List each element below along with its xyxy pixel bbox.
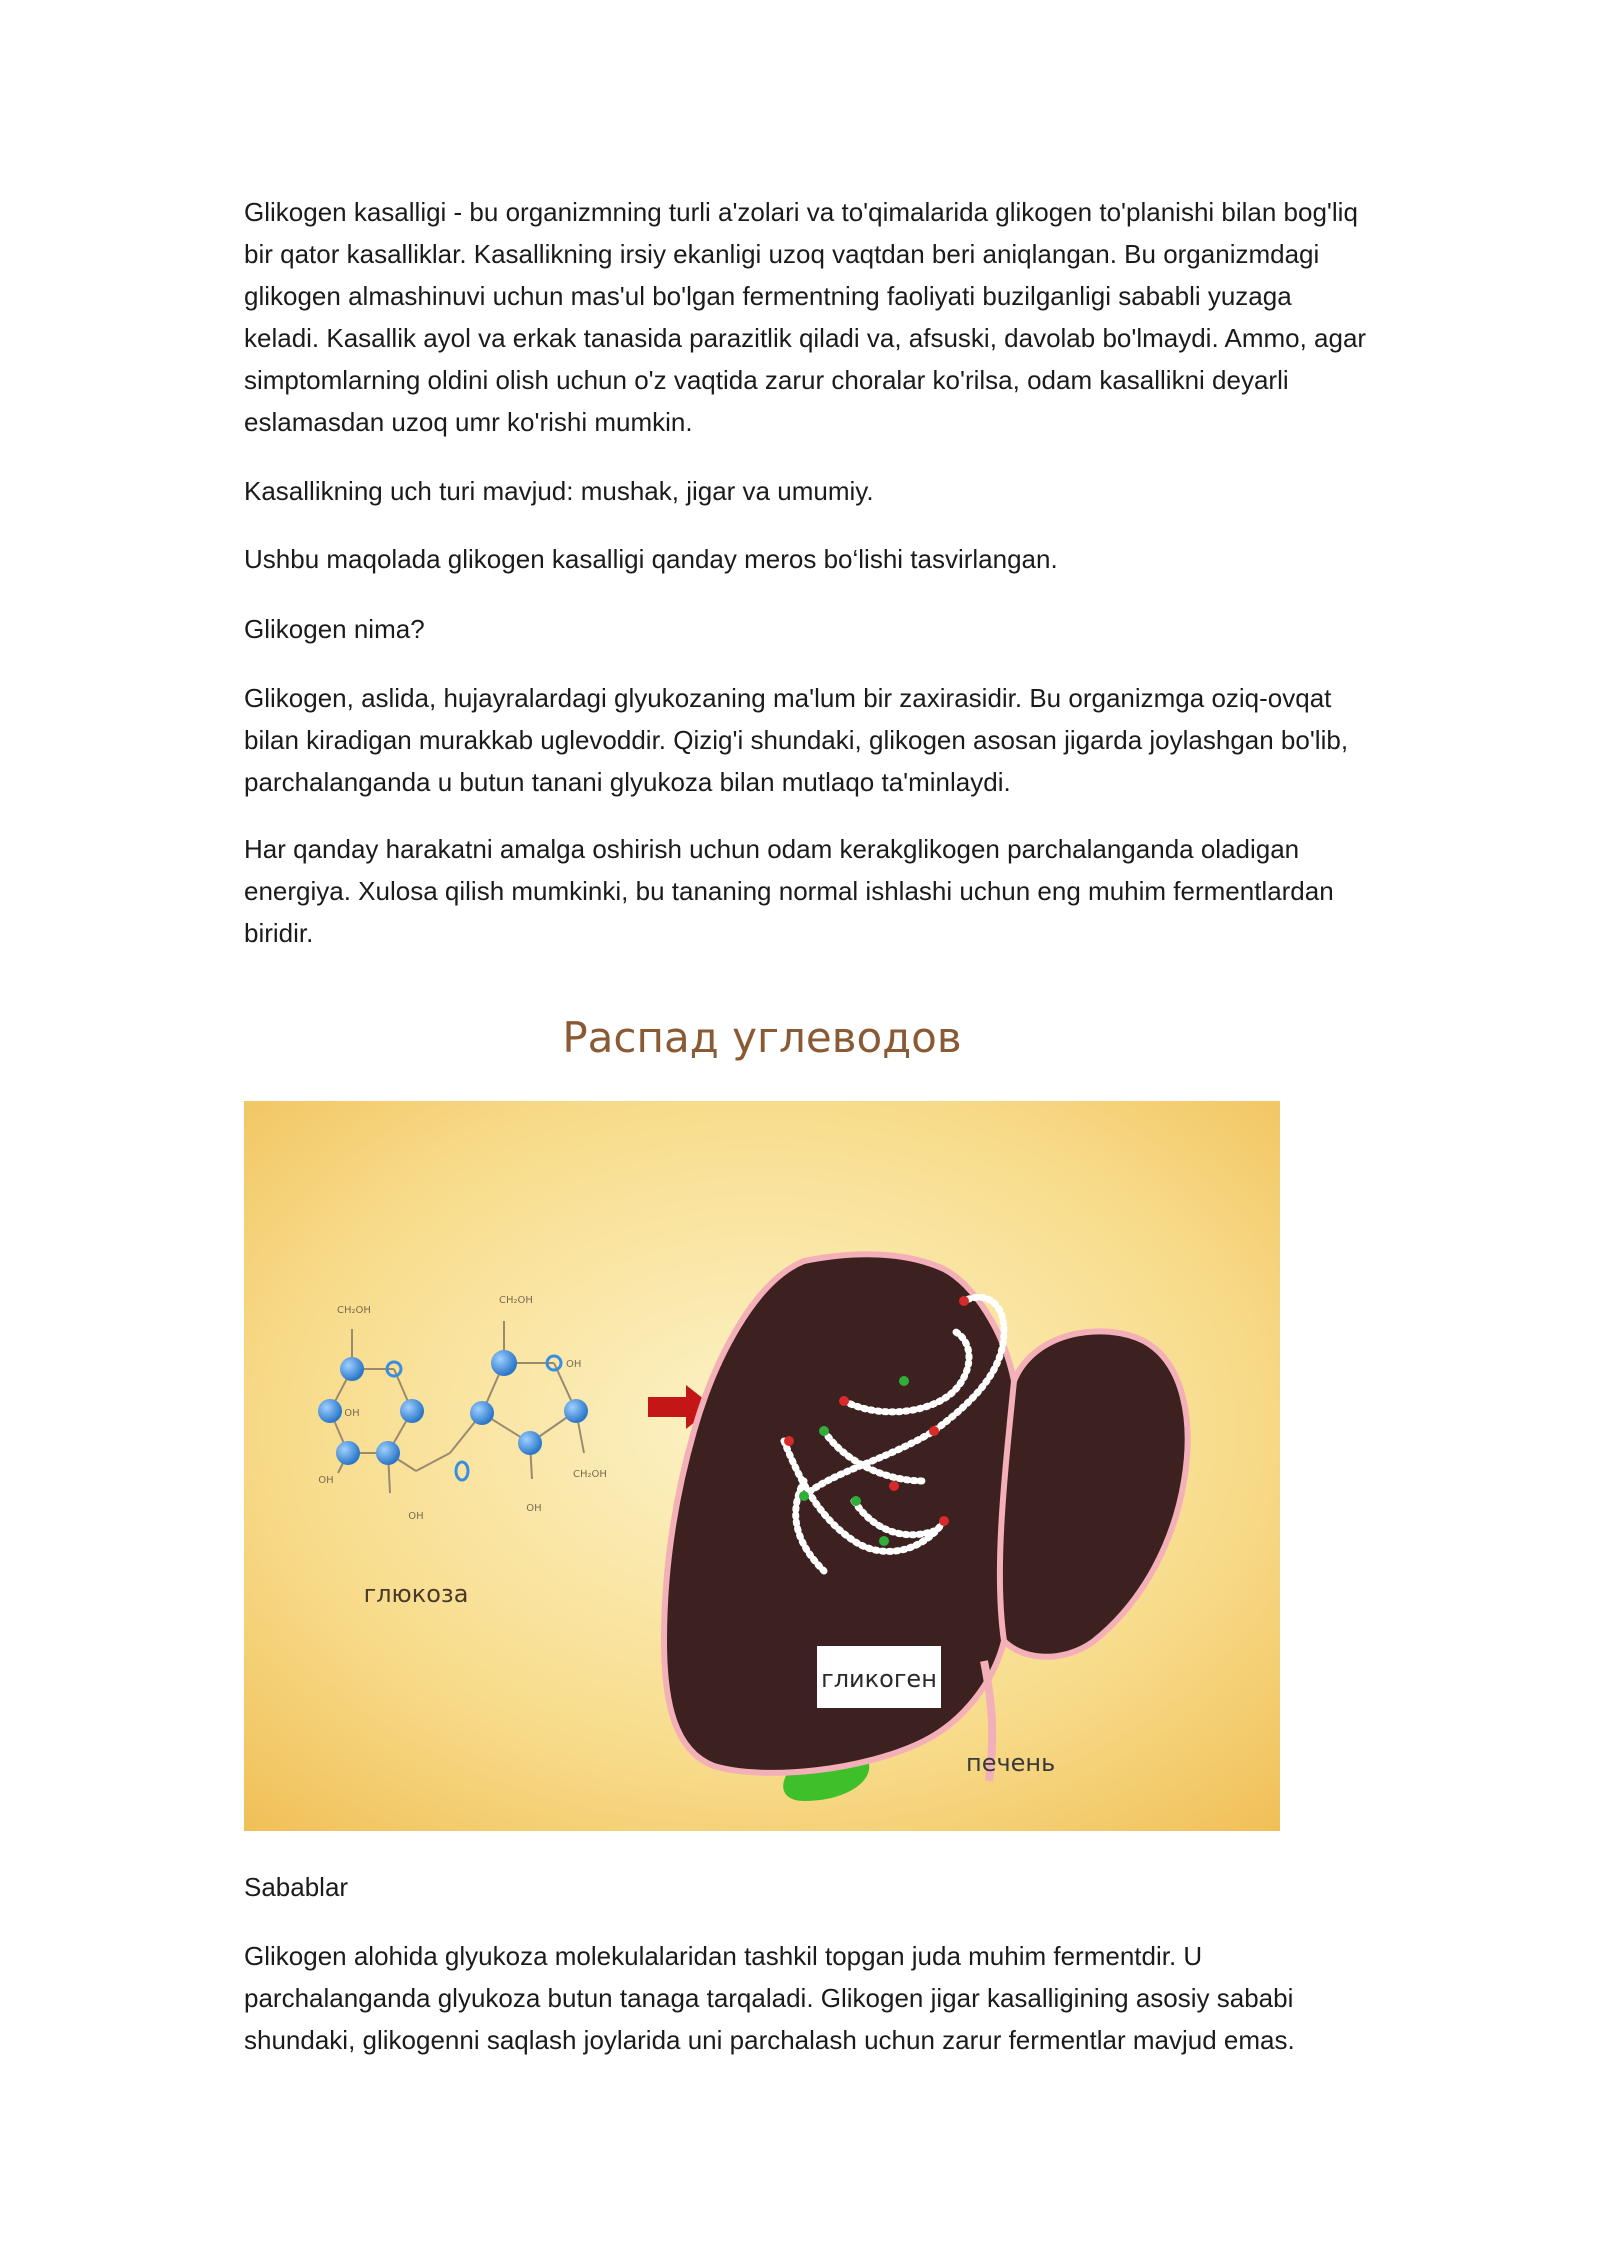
- atom: [470, 1401, 494, 1425]
- molecule-label: CH₂OH: [499, 1295, 533, 1306]
- atom: [376, 1441, 400, 1465]
- molecule-label: OH: [408, 1511, 424, 1522]
- glycogen-label: гликоген: [821, 1665, 937, 1693]
- atom: [491, 1350, 517, 1376]
- intro-paragraph: Glikogen kasalligi - bu organizmning turli a'zolari va to'qimalarida glikogen to'planishi bilan bog'liq bir qator kasalliklar. Kasallikning irsiy ekanligi uzoq vaqtdan beri aniqlangan. Bu organizmdagi glikogen almashinuvi uchun mas'ul bo'lgan fermentning faoliyati buzilganligi sababli yuzaga keladi. Kasallik ayol va erkak tanasida parazitlik qiladi va, afsuski, davolab bo'lmaydi. Ammo, agar simptomlarning oldini olish uchun o'z vaqtida zarur choralar ko'rilsa, odam kasallikni deyarli eslamasdan uzoq umr ko'rishi mumkin.: [244, 197, 1367, 437]
- atom: [564, 1399, 588, 1423]
- molecule-label: OH: [526, 1503, 542, 1514]
- molecule-label: CH₂OH: [573, 1469, 607, 1480]
- types-paragraph: Kasallikning uch turi mavjud: mushak, jigar va umumiy.: [244, 476, 874, 506]
- molecule-label: CH₂OH: [337, 1305, 371, 1316]
- molecule-label: OH: [344, 1408, 360, 1419]
- causes-paragraph: Glikogen alohida glyukoza molekulalaridan tashkil topgan juda muhim fermentdir. U parchalanganda glyukoza butun tanaga tarqaladi. Glikogen jigar kasalligining asosiy sababi shundaki, glikogenni saqlash joylarida uni parchalash uchun zarur fermentlar mavjud emas.: [244, 1941, 1295, 2055]
- figure-title: Распад углеводов: [562, 1013, 962, 1062]
- figure-illustration: [244, 1101, 1280, 1831]
- atom: [318, 1399, 342, 1423]
- section-heading-causes: Sabablar: [244, 1872, 349, 1902]
- glucose-label: глюкоза: [363, 1580, 469, 1608]
- energy-paragraph: Har qanday harakatni amalga oshirish uchun odam kerakglikogen parchalanganda oladigan energiya. Xulosa qilish mumkinki, bu tananing normal ishlashi uchun eng muhim fermentlardan biridir.: [244, 834, 1334, 948]
- atom: [336, 1441, 360, 1465]
- atom: [518, 1431, 542, 1455]
- molecule-label: OH: [318, 1475, 334, 1486]
- article-summary-paragraph: Ushbu maqolada glikogen kasalligi qanday meros bo‘lishi tasvirlangan.: [244, 544, 1058, 574]
- atom: [340, 1357, 364, 1381]
- section-heading-what-is-glycogen: Glikogen nima?: [244, 614, 425, 644]
- atom: [400, 1399, 424, 1423]
- liver-label: печень: [966, 1749, 1056, 1777]
- molecule-label: OH: [566, 1359, 582, 1370]
- carbohydrate-breakdown-figure: [244, 1101, 1280, 1831]
- definition-paragraph: Glikogen, aslida, hujayralardagi glyukozaning ma'lum bir zaxirasidir. Bu organizmga oziq-ovqat bilan kiradigan murakkab uglevoddir. Qizig'i shundaki, glikogen asosan jigarda joylashgan bo'lib, parchalanganda u butun tanani glyukoza bilan mutlaqo ta'minlaydi.: [244, 683, 1349, 797]
